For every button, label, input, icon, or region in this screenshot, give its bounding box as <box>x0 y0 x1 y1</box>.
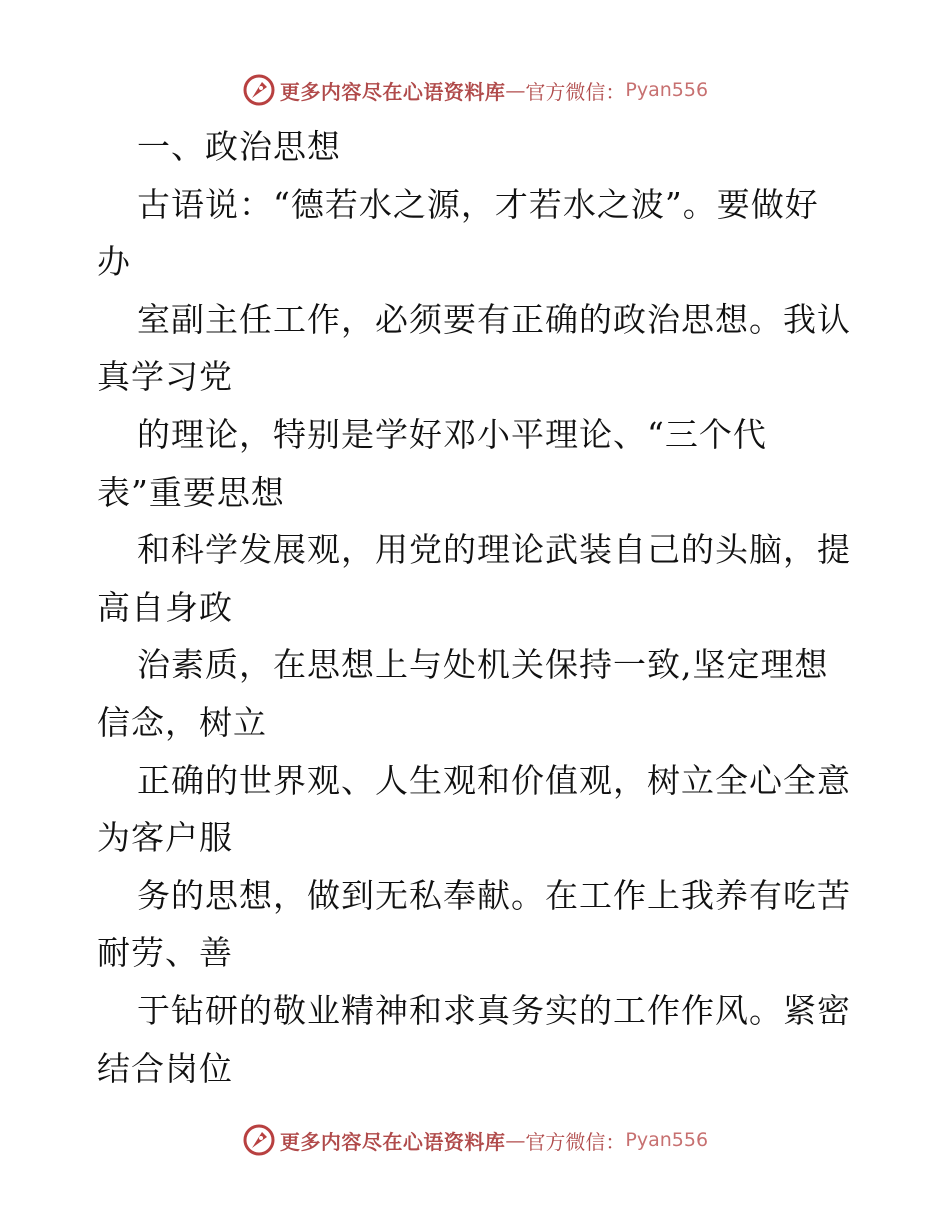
document-body <box>97 118 857 1097</box>
banner-wechat-label: 官方微信： <box>525 1129 626 1154</box>
text-line: 真学习党 <box>97 357 233 397</box>
text-line: 于钻研的敬业精神和求真务实的工作作风。紧密 <box>137 990 851 1030</box>
banner-dash: — <box>505 78 526 102</box>
banner-text: 更多内容尽在心语资料库 <box>279 79 506 104</box>
pen-nib-logo-icon <box>242 1123 276 1157</box>
text-line: 为客户服 <box>97 818 233 858</box>
section-heading: 一、政治思想 <box>137 127 341 166</box>
text-line: 室副主任工作，必须要有正确的政治思想。我认 <box>137 299 851 339</box>
banner-wechat-id: Pyan556 <box>625 1129 709 1151</box>
text-line: 结合岗位 <box>97 1048 233 1088</box>
banner-text: 更多内容尽在心语资料库 <box>279 1129 506 1154</box>
footer-banner <box>0 1120 950 1160</box>
pen-nib-logo-icon <box>242 73 276 107</box>
text-line: 信念，树立 <box>97 702 267 742</box>
text-line: 高自身政 <box>97 587 233 627</box>
text-line: 正确的世界观、人生观和价值观，树立全心全意 <box>137 760 851 800</box>
text-line: 表”重要思想 <box>97 472 285 512</box>
header-banner <box>0 70 950 110</box>
text-line: 古语说：“德若水之源，才若水之波”。要做好 <box>137 184 819 224</box>
text-line: 办 <box>97 242 131 282</box>
text-line: 耐劳、善 <box>97 933 233 973</box>
text-line: 和科学发展观，用党的理论武装自己的头脑，提 <box>137 530 851 570</box>
banner-wechat-id: Pyan556 <box>625 79 709 101</box>
banner-wechat-label: 官方微信： <box>525 79 626 104</box>
text-line: 的理论，特别是学好邓小平理论、“三个代 <box>137 414 767 454</box>
text-line: 治素质，在思想上与处机关保持一致,坚定理想 <box>137 645 829 685</box>
banner-dash: — <box>505 1128 526 1152</box>
text-line: 务的思想，做到无私奉献。在工作上我养有吃苦 <box>137 875 851 915</box>
